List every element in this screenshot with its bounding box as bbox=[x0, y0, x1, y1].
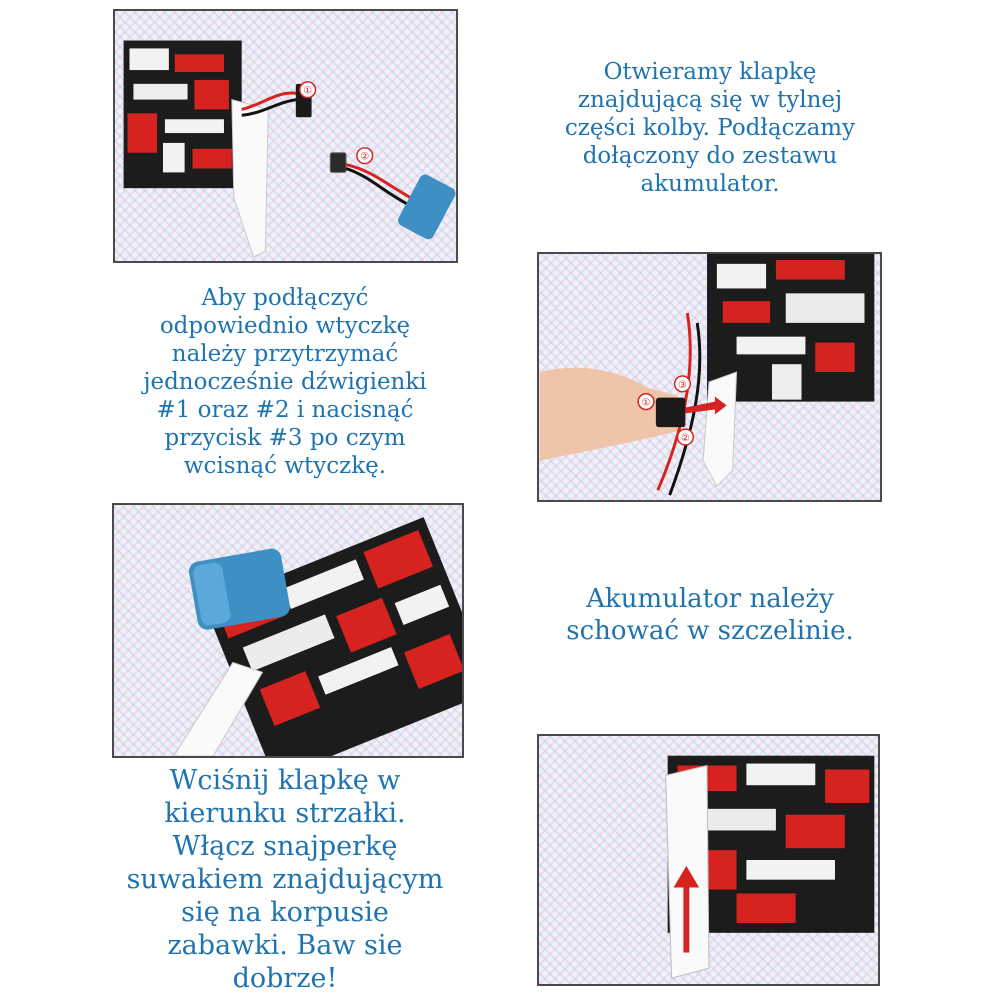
photo-battery-slot bbox=[112, 503, 464, 758]
battery-slot-illustration bbox=[114, 505, 462, 756]
photo-close-flap bbox=[537, 734, 880, 986]
battery-pack bbox=[396, 172, 456, 241]
photo-battery-plugs bbox=[113, 9, 458, 263]
graffiti-stock bbox=[124, 41, 242, 189]
plug-lever-illustration bbox=[539, 254, 880, 500]
photo-plug-levers bbox=[537, 252, 882, 502]
open-flap bbox=[232, 100, 268, 257]
caption-close-flap: Wciśnij klapkę w kierunku strzałki. Włącz snajperkę suwakiem znajdującym się na korpusie zabawki. Baw sie dobrze! bbox=[126, 765, 444, 994]
battery-plug-illustration bbox=[115, 11, 456, 261]
marker-1: ① bbox=[641, 397, 651, 409]
marker-2: ② bbox=[680, 432, 690, 444]
graffiti-stock bbox=[205, 517, 462, 756]
plug bbox=[656, 398, 686, 428]
marker-2: ② bbox=[360, 151, 370, 163]
up-arrow-shaft bbox=[683, 884, 689, 953]
caption-connect-plug: Aby podłączyć odpowiednio wtyczkę należy przytrzymać jednocześnie dźwigienki #1 oraz #2 i nacisnąć przycisk #3 po czym wcisnąć wtyczkę. bbox=[143, 285, 427, 480]
marker-1: ① bbox=[303, 85, 313, 97]
caption-open-flap: Otwieramy klapkę znajdującą się w tylnej części kolby. Podłączamy dołączony do zestawu akumulator. bbox=[564, 59, 856, 198]
open-flap bbox=[703, 372, 736, 486]
marker-3: ③ bbox=[678, 379, 687, 391]
close-flap-illustration bbox=[539, 736, 878, 984]
caption-store-battery: Akumulator należy schować w szczelinie. bbox=[566, 584, 854, 646]
plug-2 bbox=[330, 153, 346, 173]
